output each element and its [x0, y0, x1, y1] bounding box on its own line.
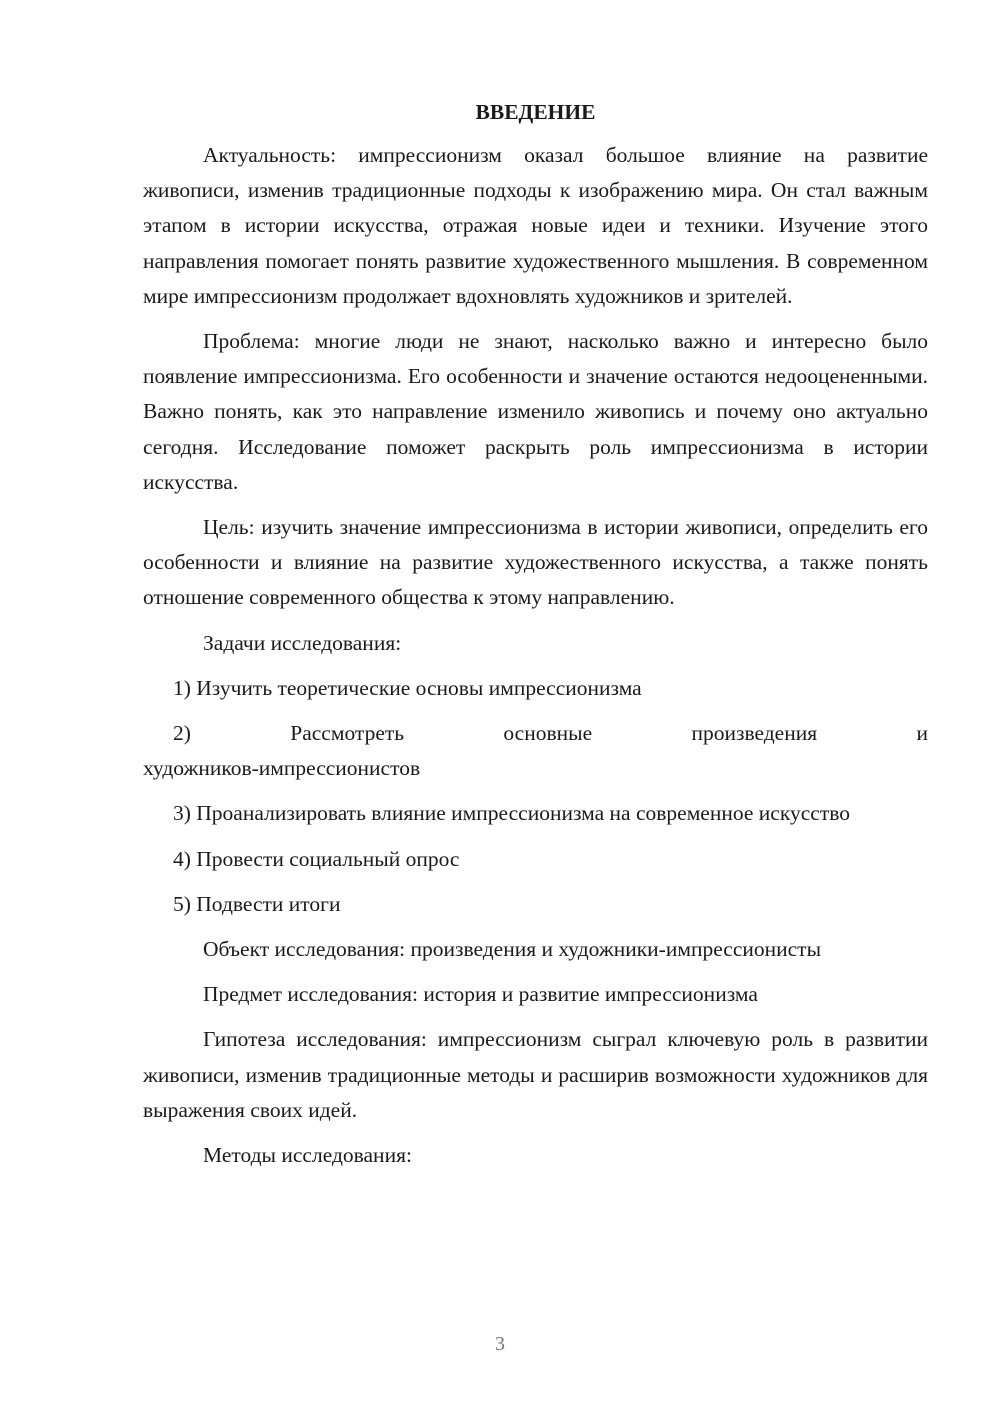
task-item-1: 1) Изучить теоретические основы импрессионизма — [173, 675, 642, 700]
task-item-4: 4) Провести социальный опрос — [173, 846, 460, 871]
task-2-word: и — [916, 721, 928, 746]
task-item-2-second-line: художников-импрессионистов — [143, 756, 421, 781]
task-2-word: Рассмотреть — [290, 721, 405, 746]
page-title: ВВЕДЕНИЕ — [475, 100, 596, 124]
goal-paragraph: Цель: изучить значение импрессионизма в истории живописи, определить его особенности и влияние на развитие художественного искусства, а также понять отношение современного общества к этому направлению. — [143, 515, 928, 610]
task-2-word: 2) — [173, 721, 191, 746]
problem-paragraph: Проблема: многие люди не знают, насколько важно и интересно было появление импрессионизма. Его особенности и значение остаются недооцененными. Важно понять, как это направление изменило живопись и почему оно актуально сегодня. Исследование поможет раскрыть роль импрессионизма в истории искусства. — [143, 329, 928, 494]
relevance-paragraph: Актуальность: импрессионизм оказал большое влияние на развитие живописи, изменив традиционные подходы к изображению мира. Он стал важным этапом в истории искусства, отражая новые идеи и техники. Изучение этого направления помогает понять развитие художественного мышления. В современном мире импрессионизм продолжает вдохновлять художников и зрителей. — [143, 143, 928, 308]
methods-label: Методы исследования: — [203, 1143, 412, 1168]
task-item-2 — [143, 716, 928, 786]
task-2-word: основные — [503, 721, 593, 746]
object-paragraph: Объект исследования: произведения и художники-импрессионисты — [203, 937, 822, 962]
subject-paragraph: Предмет исследования: история и развитие импрессионизма — [203, 982, 758, 1007]
task-item-2-first-line — [143, 716, 928, 751]
document-page — [143, 92, 928, 1183]
task-item-5: 5) Подвести итоги — [173, 891, 341, 916]
hypothesis-paragraph: Гипотеза исследования: импрессионизм сыграл ключевую роль в развитии живописи, изменив традиционные методы и расширив возможности художников для выражения своих идей. — [143, 1027, 928, 1122]
task-2-word: произведения — [691, 721, 818, 746]
tasks-label: Задачи исследования: — [203, 630, 402, 655]
task-item-3: 3) Проанализировать влияние импрессионизма на современное искусство — [173, 801, 850, 826]
page-number: 3 — [495, 1333, 505, 1355]
